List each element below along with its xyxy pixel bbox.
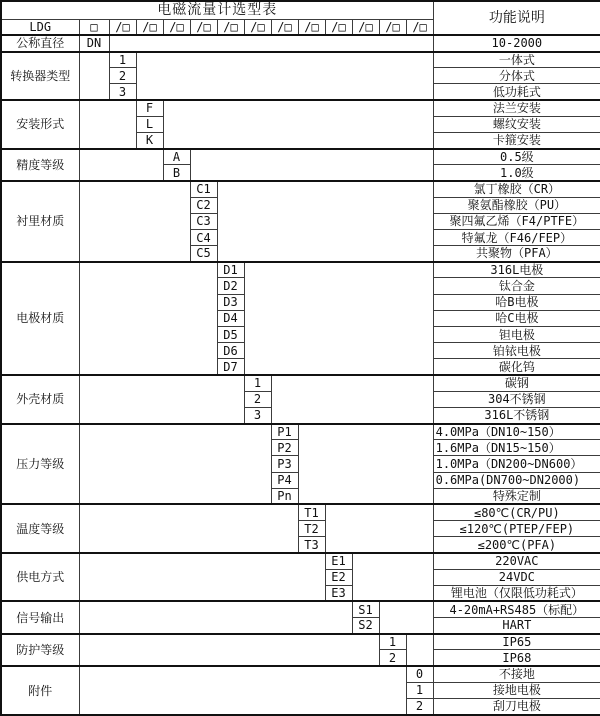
desc-cell-pressure-rating-P1: 4.0MPa（DN10~150） (433, 424, 600, 440)
code-placeholder-box: /□ (325, 19, 352, 35)
filler-cell (79, 504, 298, 553)
code-cell-pressure-rating-P2: P2 (271, 440, 298, 456)
desc-cell-converter-type-2: 分体式 (433, 68, 600, 84)
code-cell-pressure-rating-P1: P1 (271, 424, 298, 440)
group-label-accuracy-class: 精度等级 (1, 149, 79, 181)
filler-cell (352, 553, 433, 602)
filler-cell (79, 181, 190, 262)
desc-cell-electrode-material-D6: 铂铱电极 (433, 343, 600, 359)
code-placeholder-box: /□ (217, 19, 244, 35)
desc-cell-lining-material-C4: 特氟龙（F46/FEP） (433, 229, 600, 245)
code-cell-converter-type-2: 2 (109, 68, 136, 84)
group-label-converter-type: 转换器类型 (1, 52, 79, 101)
group-label-power-supply: 供电方式 (1, 553, 79, 602)
filler-cell (136, 52, 433, 101)
filler-cell (79, 52, 109, 101)
filler-cell (79, 424, 271, 505)
dn-desc-cell: 10-2000 (433, 35, 600, 51)
desc-cell-temperature-rating-T1: ≤80℃(CR/PU) (433, 504, 600, 520)
desc-cell-lining-material-C3: 聚四氟乙烯（F4/PTFE） (433, 213, 600, 229)
group-label-housing-material: 外壳材质 (1, 375, 79, 424)
desc-cell-installation-form-K: 卡箍安装 (433, 132, 600, 148)
code-placeholder-box: /□ (109, 19, 136, 35)
code-cell-lining-material-C1: C1 (190, 181, 217, 197)
code-cell-converter-type-3: 3 (109, 84, 136, 100)
desc-cell-pressure-rating-Pn: 特殊定制 (433, 488, 600, 504)
filler-cell (163, 100, 433, 149)
code-cell-installation-form-K: K (136, 132, 163, 148)
code-cell-pressure-rating-Pn: Pn (271, 488, 298, 504)
code-cell-signal-output-S1: S1 (352, 601, 379, 617)
group-label-protection-rating: 防护等级 (1, 634, 79, 666)
code-cell-electrode-material-D3: D3 (217, 294, 244, 310)
desc-cell-electrode-material-D1: 316L电极 (433, 262, 600, 278)
desc-cell-electrode-material-D2: 钛合金 (433, 278, 600, 294)
desc-cell-electrode-material-D7: 碳化钨 (433, 359, 600, 375)
code-cell-temperature-rating-T3: T3 (298, 537, 325, 553)
desc-cell-installation-form-L: 螺纹安装 (433, 116, 600, 132)
code-cell-electrode-material-D2: D2 (217, 278, 244, 294)
code-cell-converter-type-1: 1 (109, 52, 136, 68)
model-prefix-cell: LDG (1, 19, 79, 35)
filler-cell (79, 149, 163, 181)
desc-cell-pressure-rating-P4: 0.6MPa(DN700~DN2000) (433, 472, 600, 488)
code-cell-accessories-1: 1 (406, 682, 433, 698)
code-cell-protection-rating-2: 2 (379, 650, 406, 666)
desc-cell-converter-type-3: 低功耗式 (433, 84, 600, 100)
filler-cell (325, 504, 433, 553)
code-cell-lining-material-C5: C5 (190, 246, 217, 262)
desc-cell-temperature-rating-T2: ≤120℃(PTEP/FEP) (433, 521, 600, 537)
code-cell-power-supply-E3: E3 (325, 585, 352, 601)
code-placeholder-box: /□ (298, 19, 325, 35)
group-label-lining-material: 衬里材质 (1, 181, 79, 262)
code-placeholder-box: /□ (379, 19, 406, 35)
desc-cell-power-supply-E3: 锂电池（仅限低功耗式） (433, 585, 600, 601)
desc-cell-housing-material-1: 碳钢 (433, 375, 600, 391)
code-cell-housing-material-2: 2 (244, 391, 271, 407)
desc-cell-lining-material-C2: 聚氨酯橡胶（PU） (433, 197, 600, 213)
desc-cell-electrode-material-D5: 钽电极 (433, 326, 600, 342)
code-cell-electrode-material-D5: D5 (217, 326, 244, 342)
filler-cell (79, 262, 217, 375)
filler-cell (79, 553, 325, 602)
desc-cell-housing-material-3: 316L不锈钢 (433, 407, 600, 423)
desc-cell-converter-type-1: 一体式 (433, 52, 600, 68)
filler-cell (79, 100, 136, 149)
desc-cell-accessories-1: 接地电极 (433, 682, 600, 698)
code-cell-lining-material-C4: C4 (190, 229, 217, 245)
filler-cell (298, 424, 433, 505)
code-cell-accuracy-class-A: A (163, 149, 190, 165)
desc-cell-electrode-material-D4: 哈C电极 (433, 310, 600, 326)
filler-cell (79, 634, 379, 666)
desc-cell-protection-rating-2: IP68 (433, 650, 600, 666)
desc-cell-accuracy-class-B: 1.0级 (433, 165, 600, 181)
code-cell-electrode-material-D1: D1 (217, 262, 244, 278)
code-placeholder-box: /□ (244, 19, 271, 35)
code-cell-pressure-rating-P4: P4 (271, 472, 298, 488)
code-cell-housing-material-1: 1 (244, 375, 271, 391)
desc-cell-temperature-rating-T3: ≤200℃(PFA) (433, 537, 600, 553)
desc-cell-protection-rating-1: IP65 (433, 634, 600, 650)
filler-cell (190, 149, 433, 181)
code-placeholder-box: /□ (136, 19, 163, 35)
code-placeholder-box: /□ (406, 19, 433, 35)
code-cell-lining-material-C3: C3 (190, 213, 217, 229)
group-label-accessories: 附件 (1, 666, 79, 715)
filler-cell (271, 375, 433, 424)
dn-label: 公称直径 (1, 35, 79, 51)
filler-cell (79, 375, 244, 424)
code-cell-electrode-material-D7: D7 (217, 359, 244, 375)
code-cell-lining-material-C2: C2 (190, 197, 217, 213)
code-cell-accessories-0: 0 (406, 666, 433, 682)
code-placeholder-box: /□ (163, 19, 190, 35)
code-cell-pressure-rating-P3: P3 (271, 456, 298, 472)
dn-code-cell: DN (79, 35, 109, 51)
desc-cell-accessories-0: 不接地 (433, 666, 600, 682)
desc-cell-electrode-material-D3: 哈B电极 (433, 294, 600, 310)
code-cell-installation-form-L: L (136, 116, 163, 132)
table-title: 电磁流量计选型表 (1, 1, 433, 19)
code-cell-electrode-material-D4: D4 (217, 310, 244, 326)
group-label-electrode-material: 电极材质 (1, 262, 79, 375)
code-cell-accessories-2: 2 (406, 698, 433, 715)
desc-cell-housing-material-2: 304不锈钢 (433, 391, 600, 407)
code-cell-accuracy-class-B: B (163, 165, 190, 181)
code-cell-installation-form-F: F (136, 100, 163, 116)
code-cell-housing-material-3: 3 (244, 407, 271, 423)
group-label-installation-form: 安装形式 (1, 100, 79, 149)
desc-cell-signal-output-S2: HART (433, 618, 600, 634)
code-cell-signal-output-S2: S2 (352, 618, 379, 634)
function-column-header: 功能说明 (433, 1, 600, 35)
filler-cell (79, 666, 406, 715)
filler-cell (244, 262, 433, 375)
group-label-temperature-rating: 温度等级 (1, 504, 79, 553)
desc-cell-lining-material-C1: 氯丁橡胶（CR） (433, 181, 600, 197)
code-cell-power-supply-E2: E2 (325, 569, 352, 585)
desc-cell-pressure-rating-P3: 1.0MPa（DN200~DN600） (433, 456, 600, 472)
code-placeholder-box: /□ (352, 19, 379, 35)
group-label-signal-output: 信号输出 (1, 601, 79, 633)
group-label-pressure-rating: 压力等级 (1, 424, 79, 505)
filler-cell (379, 601, 433, 633)
filler-cell (109, 35, 433, 51)
code-cell-power-supply-E1: E1 (325, 553, 352, 569)
code-placeholder-box: /□ (190, 19, 217, 35)
desc-cell-power-supply-E2: 24VDC (433, 569, 600, 585)
desc-cell-pressure-rating-P2: 1.6MPa（DN15~150） (433, 440, 600, 456)
code-cell-electrode-material-D6: D6 (217, 343, 244, 359)
desc-cell-accessories-2: 刮刀电极 (433, 698, 600, 715)
model-code-box: □ (79, 19, 109, 35)
code-placeholder-box: /□ (271, 19, 298, 35)
desc-cell-power-supply-E1: 220VAC (433, 553, 600, 569)
code-cell-protection-rating-1: 1 (379, 634, 406, 650)
desc-cell-accuracy-class-A: 0.5级 (433, 149, 600, 165)
filler-cell (79, 601, 352, 633)
filler-cell (217, 181, 433, 262)
desc-cell-lining-material-C5: 共聚物（PFA） (433, 246, 600, 262)
desc-cell-installation-form-F: 法兰安装 (433, 100, 600, 116)
code-cell-temperature-rating-T2: T2 (298, 521, 325, 537)
code-cell-temperature-rating-T1: T1 (298, 504, 325, 520)
desc-cell-signal-output-S1: 4-20mA+RS485（标配） (433, 601, 600, 617)
filler-cell (406, 634, 433, 666)
